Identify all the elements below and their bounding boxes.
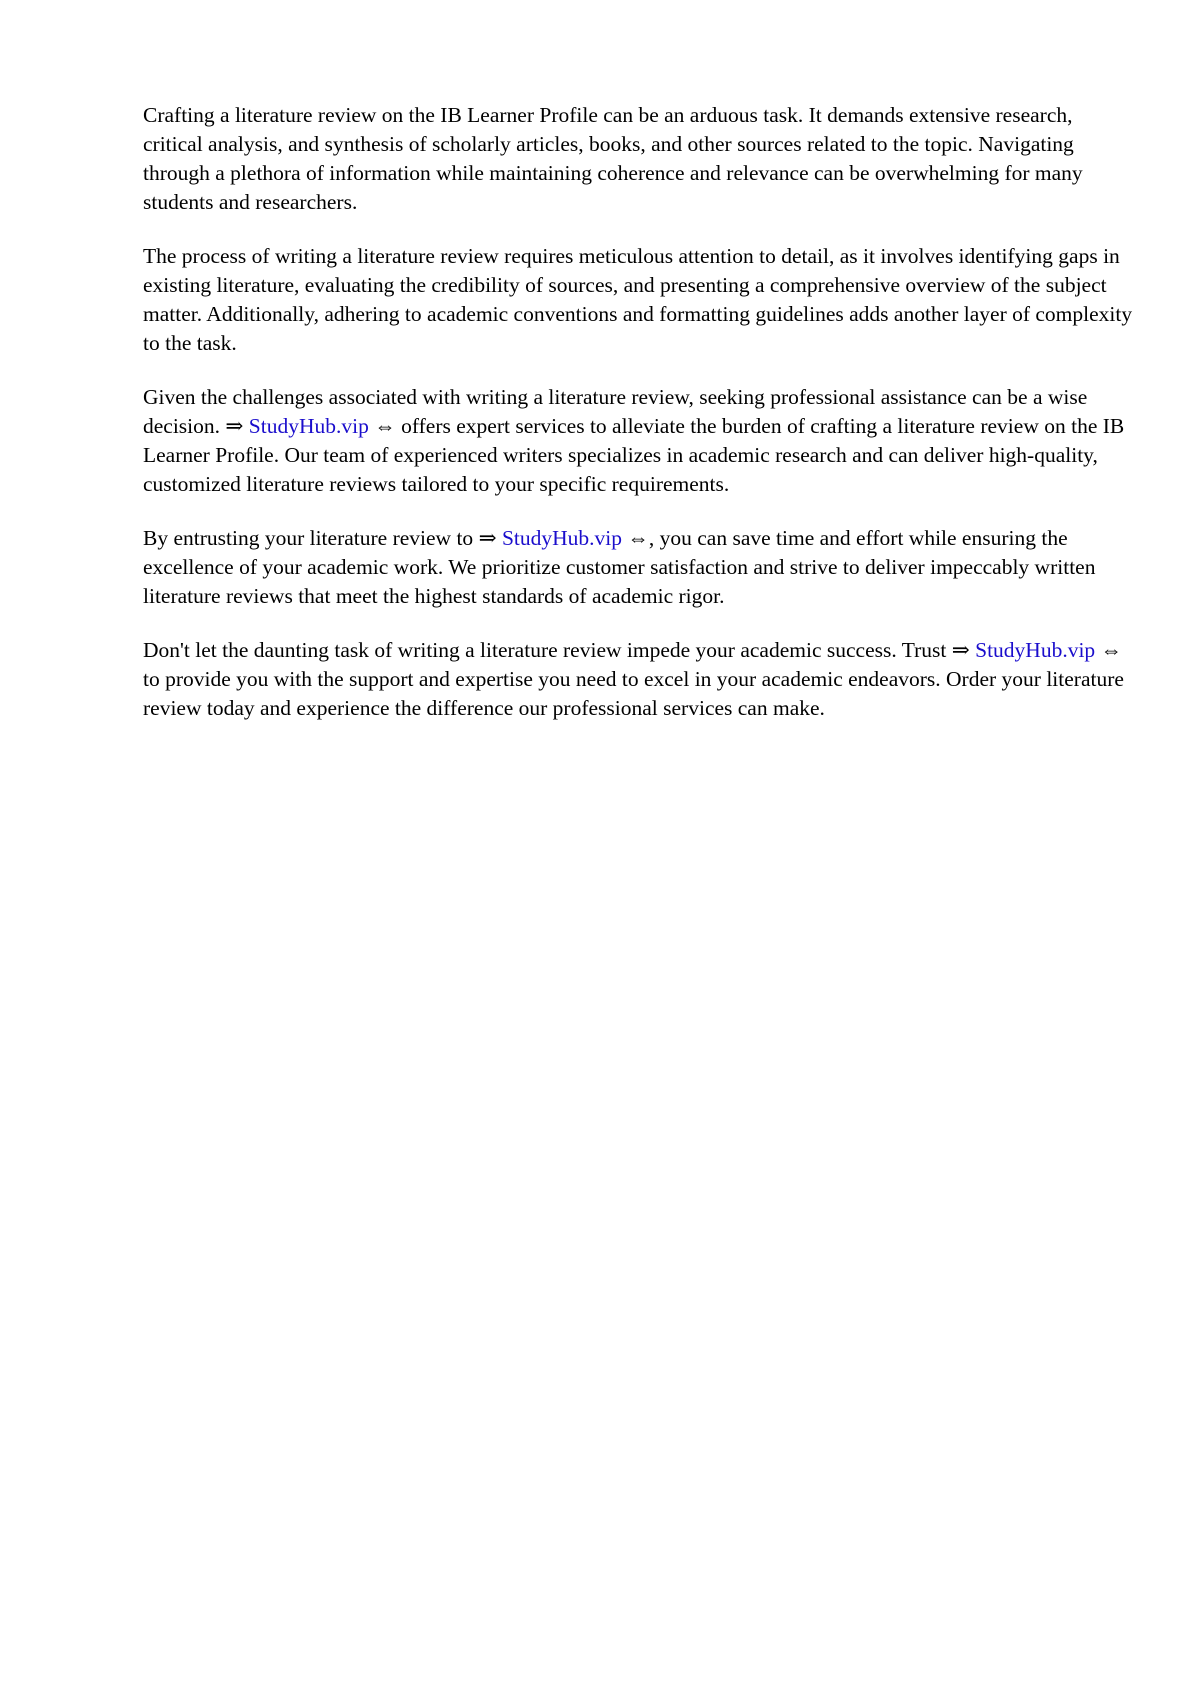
- right-arrow-symbol: ⇒: [225, 414, 244, 438]
- paragraph-text-before: Given the challenges associated with writing a literature review, seeking professional assistance can be a wise decision.: [143, 385, 1088, 438]
- paragraph-entrusting: [143, 524, 1133, 611]
- right-arrow-symbol: ⇒: [478, 526, 497, 550]
- double-arrow-symbol: ⇔: [627, 526, 649, 550]
- paragraph-closing: [143, 636, 1133, 723]
- paragraph-text-after: offers expert services to alleviate the burden of crafting a literature review on the IB Learner Profile. Our team of experienced writers specializes in academic research and can deliver high-quality, customized literature reviews tailored to your specific requirements.: [143, 414, 1125, 496]
- paragraph-text-after: , you can save time and effort while ensuring the excellence of your academic work. We prioritize customer satisfaction and strive to deliver impeccably written literature reviews that meet the highest standards of academic rigor.: [143, 526, 1096, 608]
- studyhub-link[interactable]: StudyHub.vip: [501, 526, 623, 550]
- right-arrow-symbol: ⇒: [951, 638, 970, 662]
- paragraph-text-before: Don't let the daunting task of writing a literature review impede your academic success. Trust: [143, 638, 952, 662]
- paragraph-intro: Crafting a literature review on the IB Learner Profile can be an arduous task. It demands extensive research, critical analysis, and synthesis of scholarly articles, books, and other sources related to the topic. Navigating through a plethora of information while maintaining coherence and relevance can be overwhelming for many students and researchers.: [143, 103, 1083, 214]
- studyhub-link[interactable]: StudyHub.vip: [248, 414, 369, 438]
- paragraph-assistance: [143, 383, 1133, 499]
- double-arrow-symbol: ⇔: [374, 414, 396, 438]
- paragraph-text-before: By entrusting your literature review to: [143, 526, 479, 550]
- double-arrow-symbol: ⇔: [1100, 638, 1123, 662]
- paragraph-text-after: to provide you with the support and expertise you need to excel in your academic endeavors. Order your literature review today and experience the difference our professional services can make.: [143, 667, 1124, 720]
- studyhub-link[interactable]: StudyHub.vip: [975, 638, 1096, 662]
- document-page: [143, 101, 1133, 748]
- paragraph-process: The process of writing a literature review requires meticulous attention to detail, as it involves identifying gaps in existing literature, evaluating the credibility of sources, and presenting a comprehensive overview of the subject matter. Additionally, adhering to academic conventions and formatting guidelines adds another layer of complexity to the task.: [143, 244, 1133, 355]
